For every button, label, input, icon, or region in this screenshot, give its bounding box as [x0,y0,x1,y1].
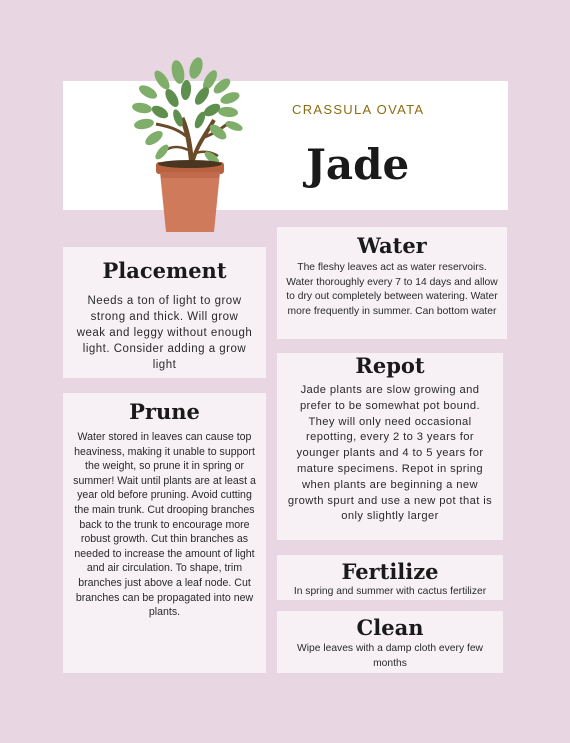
potted-jade-plant-icon [122,54,252,236]
clean-text: Wipe leaves with a damp cloth every few months [297,643,483,669]
placement-text: Needs a ton of light to grow strong and thick. Will grow weak and leggy without enough light. Consider adding a grow light [76,295,253,371]
prune-card [63,393,266,673]
water-heading: Water [357,233,427,258]
repot-card [277,353,503,540]
prune-heading: Prune [129,399,200,424]
fertilize-heading: Fertilize [341,559,439,584]
placement-card [63,247,266,378]
placement-heading: Placement [102,258,227,283]
fertilize-text: In spring and summer with cactus fertilizer [293,586,487,597]
repot-heading: Repot [355,353,425,378]
fertilize-card [277,555,503,600]
water-card [277,227,507,339]
clean-heading: Clean [356,615,424,640]
prune-text: Water stored in leaves can cause top heaviness, making it unable to support the weight, so prune it in spring or summer! Wait until plants are at least a year old before pruning. Avoid cutting the main trunk. Cut drooping branches back to the trunk to encourage more robust growth. Cut thin branches as needed to increase the amount of light and air circulation. To shape, trim branches just above a leaf node. Cut branches can be propagated into new plants. [73,431,256,619]
clean-card [277,611,503,673]
repot-text: Jade plants are slow growing and prefer to be somewhat pot bound. They will only need occasional repotting, every 2 to 3 years for younger plants and 4 to 5 years for mature specimens. Repot in spring when plants are beginning a new growth spurt and use a new pot that is only slightly larger [287,384,493,523]
water-text: The fleshy leaves act as water reservoirs. Water thoroughly every 7 to 14 days and allow to dry out completely between watering. Water more frequently in summer. Can bottom water [286,262,498,317]
page-title: Jade [306,140,410,189]
plant-latin-name: CRASSULA OVATA [292,102,425,117]
